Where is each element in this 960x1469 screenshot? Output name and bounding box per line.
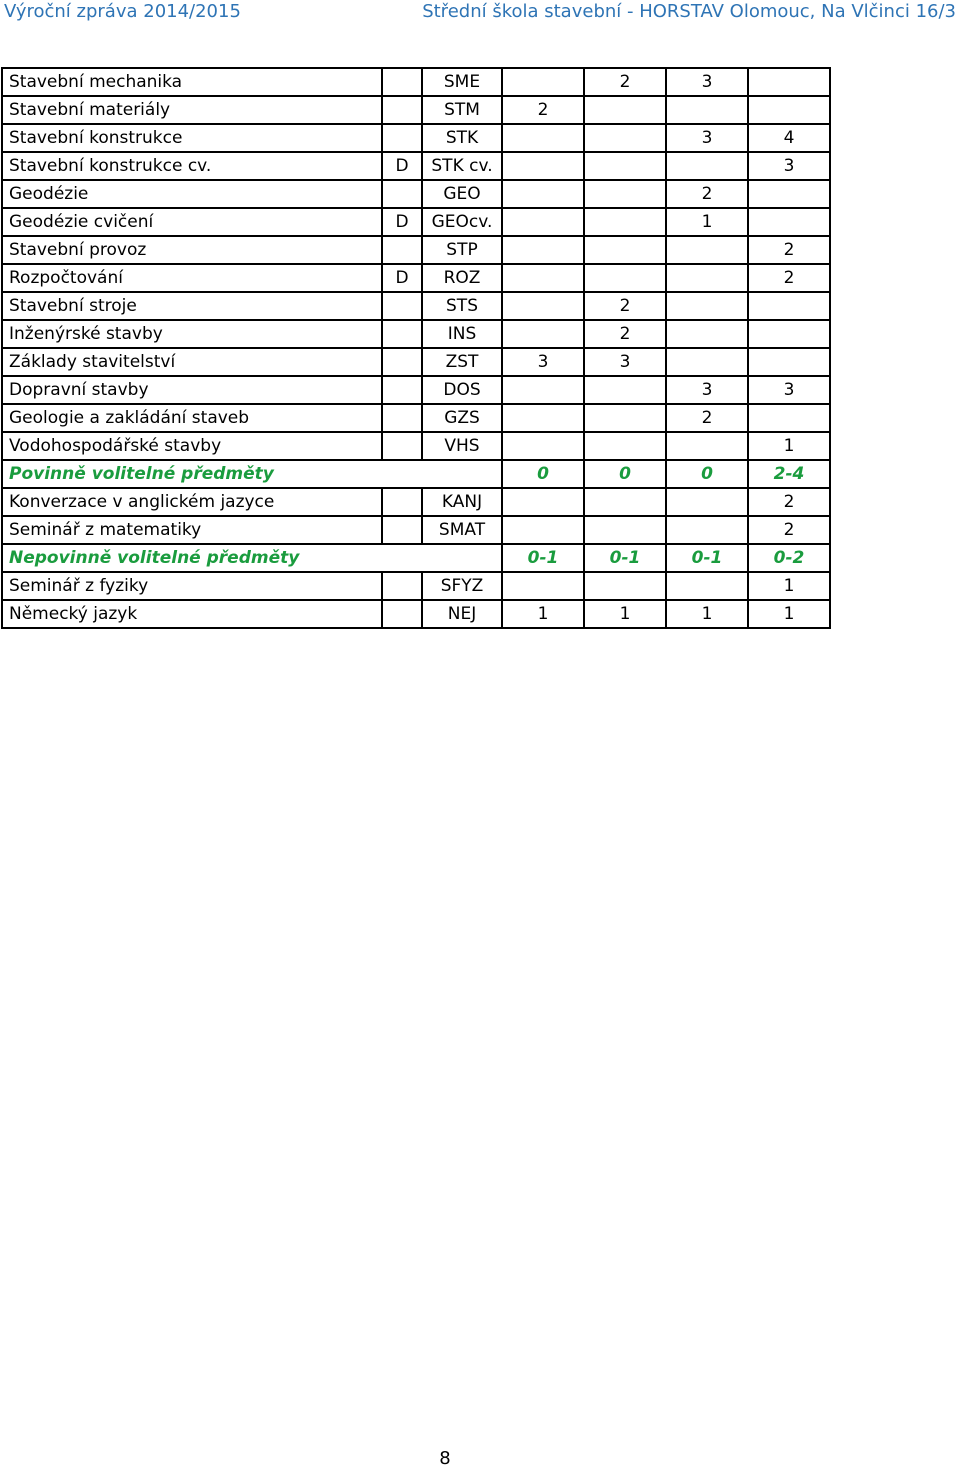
year-2-hours [584, 376, 666, 404]
year-2-hours [584, 208, 666, 236]
year-4-hours [748, 180, 830, 208]
table-row [2, 516, 830, 544]
subject-flag [382, 348, 422, 376]
subject-flag [382, 68, 422, 96]
year-1-hours [502, 264, 584, 292]
subject-code: STS [422, 292, 502, 320]
year-1-hours [502, 516, 584, 544]
year-1-hours [502, 208, 584, 236]
table-row [2, 488, 830, 516]
year-3-hours [666, 572, 748, 600]
category-year-1-hours: 0 [502, 460, 584, 488]
year-3-hours: 3 [666, 68, 748, 96]
table-row [2, 600, 830, 628]
table-row [2, 292, 830, 320]
table-row [2, 432, 830, 460]
table-row [2, 376, 830, 404]
subject-code: SME [422, 68, 502, 96]
table-row [2, 208, 830, 236]
year-3-hours [666, 320, 748, 348]
year-2-hours [584, 236, 666, 264]
year-1-hours [502, 404, 584, 432]
subject-name: Seminář z matematiky [2, 516, 382, 544]
year-1-hours [502, 320, 584, 348]
subject-name: Konverzace v anglickém jazyce [2, 488, 382, 516]
year-1-hours [502, 180, 584, 208]
table-row [2, 124, 830, 152]
category-year-2-hours: 0-1 [584, 544, 666, 572]
year-3-hours [666, 96, 748, 124]
year-3-hours: 1 [666, 208, 748, 236]
subject-code: STK cv. [422, 152, 502, 180]
category-spacer [422, 544, 502, 572]
subject-flag [382, 432, 422, 460]
subject-flag [382, 320, 422, 348]
year-1-hours: 2 [502, 96, 584, 124]
year-2-hours [584, 152, 666, 180]
subject-code: GZS [422, 404, 502, 432]
subject-code: SMAT [422, 516, 502, 544]
year-2-hours [584, 124, 666, 152]
year-4-hours [748, 320, 830, 348]
category-label: Povinně volitelné předměty [2, 460, 382, 488]
year-2-hours: 2 [584, 68, 666, 96]
subject-code: SFYZ [422, 572, 502, 600]
subject-name: Seminář z fyziky [2, 572, 382, 600]
year-4-hours: 2 [748, 264, 830, 292]
table-row [2, 68, 830, 96]
table-row [2, 348, 830, 376]
subject-flag: D [382, 264, 422, 292]
year-3-hours [666, 152, 748, 180]
subject-name: Stavební konstrukce cv. [2, 152, 382, 180]
subject-code: NEJ [422, 600, 502, 628]
year-4-hours: 1 [748, 432, 830, 460]
report-title: Výroční zpráva 2014/2015 [4, 1, 241, 22]
year-2-hours [584, 432, 666, 460]
year-4-hours: 2 [748, 488, 830, 516]
year-2-hours: 3 [584, 348, 666, 376]
category-year-1-hours: 0-1 [502, 544, 584, 572]
subject-name: Stavební materiály [2, 96, 382, 124]
year-1-hours: 3 [502, 348, 584, 376]
year-3-hours: 2 [666, 180, 748, 208]
year-3-hours [666, 264, 748, 292]
subject-name: Geologie a zakládání staveb [2, 404, 382, 432]
page-number: 8 [439, 1448, 451, 1469]
subject-name: Základy stavitelství [2, 348, 382, 376]
year-4-hours [748, 404, 830, 432]
table-row [2, 264, 830, 292]
table-row [2, 404, 830, 432]
subject-flag [382, 96, 422, 124]
category-year-4-hours: 0-2 [748, 544, 830, 572]
year-3-hours: 1 [666, 600, 748, 628]
year-1-hours [502, 236, 584, 264]
subject-code: VHS [422, 432, 502, 460]
subject-code: ROZ [422, 264, 502, 292]
year-2-hours [584, 572, 666, 600]
subject-code: KANJ [422, 488, 502, 516]
year-3-hours [666, 292, 748, 320]
subject-flag: D [382, 152, 422, 180]
year-4-hours [748, 208, 830, 236]
subject-name: Vodohospodářské stavby [2, 432, 382, 460]
year-3-hours [666, 488, 748, 516]
year-4-hours: 1 [748, 600, 830, 628]
subject-name: Stavební konstrukce [2, 124, 382, 152]
table-row [2, 180, 830, 208]
year-4-hours: 3 [748, 152, 830, 180]
subject-flag [382, 572, 422, 600]
subject-code: INS [422, 320, 502, 348]
subject-name: Inženýrské stavby [2, 320, 382, 348]
year-3-hours [666, 236, 748, 264]
year-4-hours: 1 [748, 572, 830, 600]
table-row [2, 96, 830, 124]
table-row [2, 236, 830, 264]
category-year-2-hours: 0 [584, 460, 666, 488]
year-4-hours [748, 96, 830, 124]
table-row [2, 320, 830, 348]
subject-flag [382, 124, 422, 152]
year-4-hours: 2 [748, 516, 830, 544]
category-row [2, 544, 830, 572]
year-2-hours: 1 [584, 600, 666, 628]
table-row [2, 572, 830, 600]
subject-code: STM [422, 96, 502, 124]
category-label: Nepovinně volitelné předměty [2, 544, 382, 572]
table-row [2, 152, 830, 180]
year-1-hours [502, 292, 584, 320]
year-4-hours [748, 292, 830, 320]
year-1-hours [502, 488, 584, 516]
year-1-hours [502, 152, 584, 180]
subject-flag [382, 516, 422, 544]
subject-flag: D [382, 208, 422, 236]
year-4-hours: 2 [748, 236, 830, 264]
year-1-hours [502, 68, 584, 96]
subject-name: Rozpočtování [2, 264, 382, 292]
subject-code: DOS [422, 376, 502, 404]
subject-name: Geodézie [2, 180, 382, 208]
subject-flag [382, 600, 422, 628]
category-year-4-hours: 2-4 [748, 460, 830, 488]
year-1-hours [502, 572, 584, 600]
category-spacer [382, 544, 422, 572]
year-2-hours [584, 404, 666, 432]
subject-code: GEOcv. [422, 208, 502, 236]
curriculum-table [1, 67, 831, 629]
subject-name: Geodézie cvičení [2, 208, 382, 236]
year-3-hours: 3 [666, 124, 748, 152]
subject-name: Německý jazyk [2, 600, 382, 628]
subject-flag [382, 180, 422, 208]
year-2-hours [584, 516, 666, 544]
year-2-hours [584, 264, 666, 292]
subject-name: Stavební mechanika [2, 68, 382, 96]
year-4-hours: 3 [748, 376, 830, 404]
subject-flag [382, 292, 422, 320]
category-row [2, 460, 830, 488]
year-3-hours: 2 [666, 404, 748, 432]
year-2-hours [584, 180, 666, 208]
year-1-hours [502, 432, 584, 460]
year-4-hours: 4 [748, 124, 830, 152]
year-2-hours [584, 488, 666, 516]
year-1-hours [502, 124, 584, 152]
year-2-hours: 2 [584, 292, 666, 320]
year-1-hours [502, 376, 584, 404]
year-4-hours [748, 348, 830, 376]
year-1-hours: 1 [502, 600, 584, 628]
year-3-hours: 3 [666, 376, 748, 404]
category-year-3-hours: 0 [666, 460, 748, 488]
category-spacer [382, 460, 422, 488]
subject-name: Stavební stroje [2, 292, 382, 320]
category-spacer [422, 460, 502, 488]
subject-code: STK [422, 124, 502, 152]
page-header [0, 0, 960, 24]
subject-flag [382, 488, 422, 516]
year-2-hours: 2 [584, 320, 666, 348]
subject-code: GEO [422, 180, 502, 208]
subject-name: Dopravní stavby [2, 376, 382, 404]
subject-code: ZST [422, 348, 502, 376]
category-year-3-hours: 0-1 [666, 544, 748, 572]
school-name: Střední škola stavební - HORSTAV Olomouc, Na Vlčinci 16/3 [422, 1, 956, 22]
year-4-hours [748, 68, 830, 96]
subject-code: STP [422, 236, 502, 264]
year-3-hours [666, 516, 748, 544]
subject-flag [382, 236, 422, 264]
year-3-hours [666, 348, 748, 376]
subject-flag [382, 404, 422, 432]
subject-name: Stavební provoz [2, 236, 382, 264]
year-3-hours [666, 432, 748, 460]
year-2-hours [584, 96, 666, 124]
subject-flag [382, 376, 422, 404]
